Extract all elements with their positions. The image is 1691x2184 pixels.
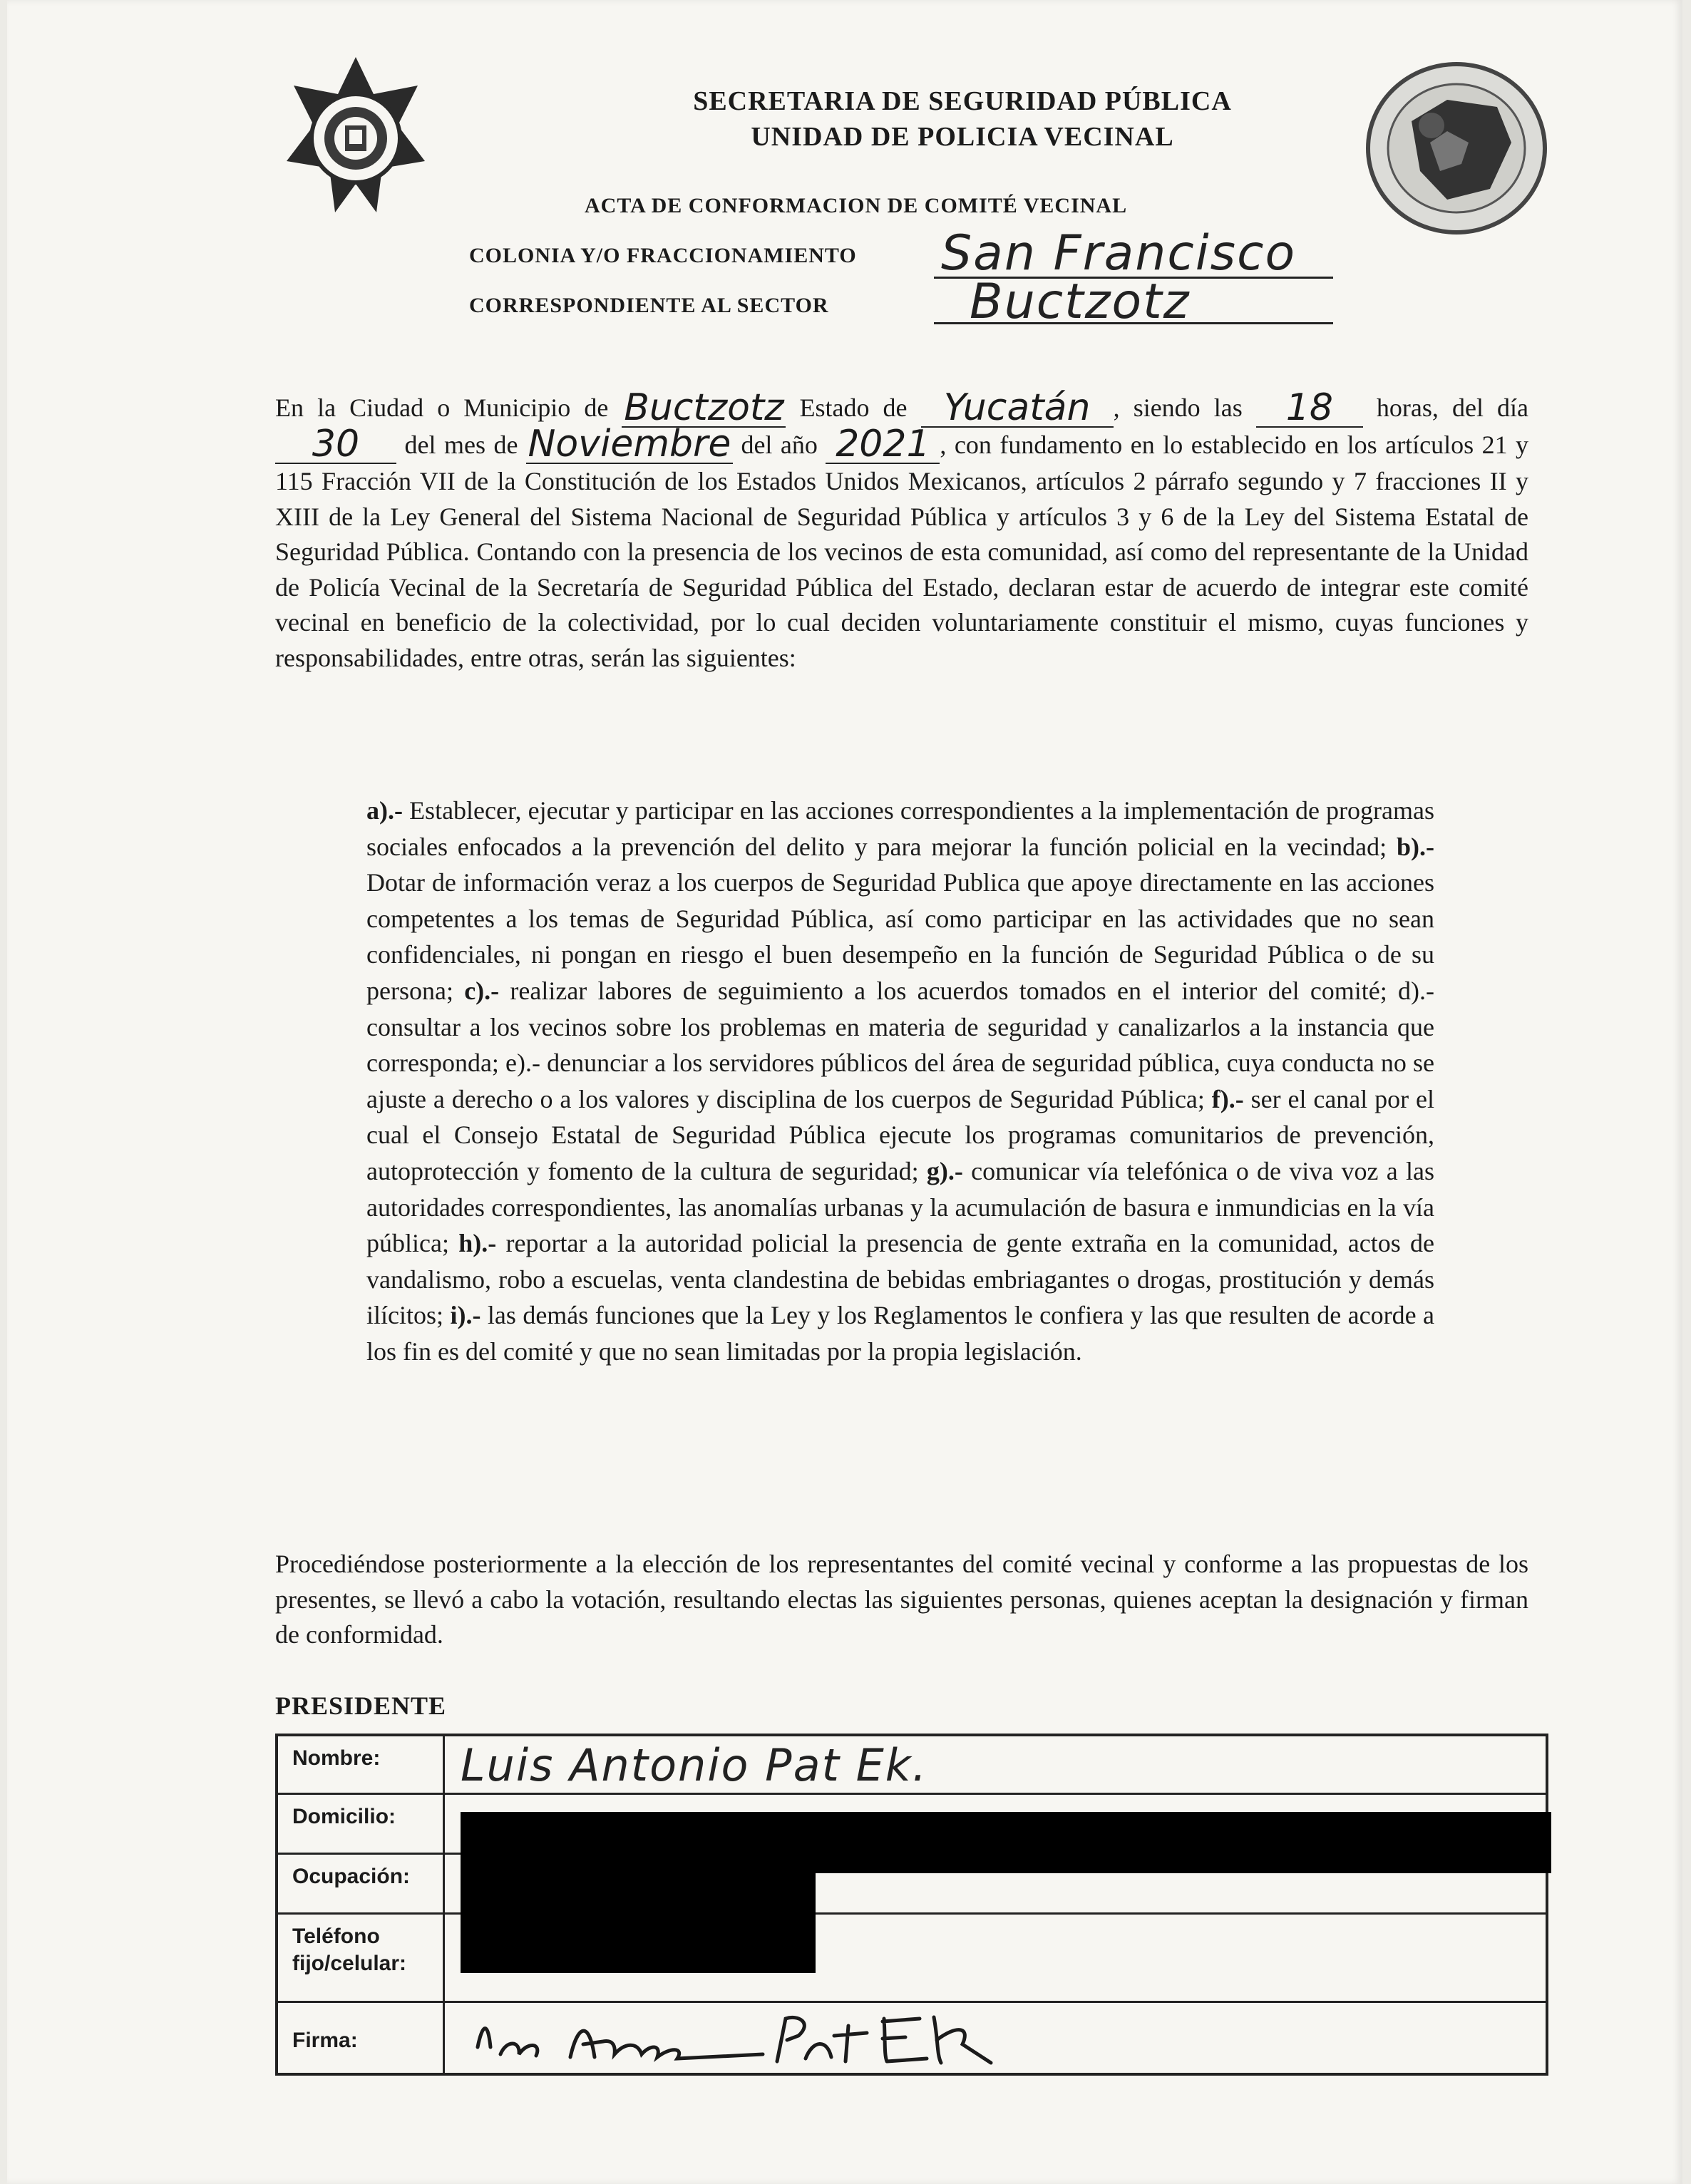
closing-paragraph: Procediéndose posteriormente a la elección de los representantes del comité vecinal y conforme a las propuestas de los presentes, se llevó a cabo la votación, resultando electas las siguientes personas, quienes aceptan la designación y firman de conformidad.	[275, 1550, 1528, 1649]
opening-text-1: En la Ciudad o Municipio de	[275, 393, 609, 422]
function-text: denunciar a los servidores públicos del área de seguridad pública, cuya conducta no se ajuste a derecho o a los valores y disciplina de los cuerpos de Seguridad Pública;	[366, 1049, 1434, 1113]
anio-blank	[826, 423, 940, 465]
ocupacion-label	[278, 1855, 445, 1912]
function-letter: c).-	[464, 976, 500, 1005]
hora-blank	[1256, 386, 1363, 429]
opening-text-3: , siendo las	[1113, 393, 1243, 422]
dia-blank	[275, 423, 396, 465]
redaction-block-domicilio	[461, 1812, 1551, 1873]
ocupacion-label-text: Ocupación:	[292, 1865, 411, 1888]
police-star-seal	[282, 54, 429, 225]
function-text: Dotar de información veraz a los cuerpos de Seguridad Publica que apoye directamente en las acciones competentes a los temas de Seguridad Pública, así como participar en las actividades que no sean confidenciales, ni pongan en riesgo el buen desempeño en la función de Seguridad Pública o de su persona;	[366, 868, 1434, 1005]
estado-value: Yucatán	[943, 386, 1091, 429]
function-letter: f).-	[1211, 1084, 1244, 1113]
function-text: comunicar vía telefónica o de viva voz a las autoridades correspondientes, las anomalías urbanas y la acumulación de basura e inmundicias en la vía pública;	[366, 1156, 1434, 1258]
function-text: las demás funciones que la Ley y los Reglamentos le confiera y las que resulten de acorde a los fin es del comité y que no sean limitadas por la propia legislación.	[366, 1301, 1434, 1366]
mes-blank	[526, 423, 733, 465]
president-heading: PRESIDENTE	[275, 1691, 447, 1720]
anio-value: 2021	[836, 423, 930, 465]
document-page	[7, 0, 1682, 2184]
firma-label: Firma:	[278, 2003, 445, 2073]
opening-text-4: horas, del día	[1376, 393, 1528, 422]
redaction-block-ocupacion-telefono	[461, 1866, 816, 1973]
header-line-1: SECRETARIA DE SEGURIDAD PÚBLICA	[693, 86, 1232, 116]
function-text: Establecer, ejecutar y participar en las acciones correspondientes a la implementación de programas sociales enfocados a la prevención del delito y para mejorar la función policial en la vecindad;	[366, 796, 1434, 861]
function-text: ser el canal por el cual el Consejo Estatal de Seguridad Pública ejecute los programas comunitarios de prevención, autoprotección y fomento de la cultura de seguridad;	[366, 1084, 1435, 1185]
header-line-2: UNIDAD DE POLICIA VECINAL	[751, 122, 1174, 152]
municipio-value: Buctzotz	[624, 386, 784, 429]
opening-paragraph	[275, 386, 1529, 676]
function-letter: h).-	[458, 1229, 497, 1258]
colonia-value: San Francisco	[941, 225, 1297, 282]
sector-value: Buctzotz	[970, 274, 1191, 330]
nombre-label: Nombre:	[278, 1736, 445, 1793]
sector-label: CORRESPONDIENTE AL SECTOR	[469, 294, 829, 317]
nombre-value: Luis Antonio Pat Ek.	[461, 1739, 928, 1791]
opening-text-5: del mes de	[404, 430, 518, 459]
signature-scribble	[463, 1997, 1034, 2076]
function-text: reportar a la autoridad policial la presencia de gente extraña en la comunidad, actos de vandalismo, robo a escuelas, venta clandestina de bebidas embriagantes o drogas, prostitución y demás ilícitos;	[366, 1229, 1435, 1330]
document-title: ACTA DE CONFORMACION DE COMITÉ VECINAL	[585, 194, 1128, 217]
opening-text-2: Estado de	[799, 393, 908, 422]
function-letter: b).-	[1397, 832, 1434, 861]
estado-blank	[921, 386, 1114, 429]
opening-text-7: , con fundamento en lo establecido en los artículos 21 y 115 Fracción VII de la Constitución de los Estados Unidos Mexicanos, artículos 2 párrafo segundo y 7 fracciones II y XIII de la Ley General del Sistema Nacional de Seguridad Pública y artículos 3 y 6 de la Ley del Sistema Estatal de Seguridad Pública. Contando con la presencia de los vecinos de esta comunidad, así como del representante de la Unidad de Policía Vecinal de la Secretaría de Seguridad Pública del Estado, declaran estar de acuerdo de integrar este comité vecinal en beneficio de la colectividad, por lo cual deciden voluntariamente constituir el mismo, cuyas funciones y responsabilidades, entre otras, serán las siguientes:	[275, 430, 1529, 672]
municipio-blank	[622, 386, 786, 429]
telefono-label	[278, 1915, 445, 2001]
opening-text-6: del año	[741, 430, 818, 459]
function-letter: d).-	[1398, 976, 1434, 1005]
mes-value: Noviembre	[528, 423, 731, 465]
colonia-label: COLONIA Y/O FRACCIONAMIENTO	[469, 244, 857, 267]
functions-list	[366, 793, 1434, 1370]
domicilio-label: Domicilio:	[278, 1795, 445, 1853]
row-firma	[278, 2003, 1546, 2073]
telefono-label-line-2: fijo/celular:	[292, 1952, 407, 1975]
function-text: realizar labores de seguimiento a los acuerdos tomados en el interior del comité;	[499, 976, 1399, 1005]
function-letter: g).-	[926, 1156, 963, 1185]
function-letter: a).-	[366, 796, 403, 825]
hora-value: 18	[1285, 386, 1333, 429]
function-text: consultar a los vecinos sobre los problemas en materia de seguridad y canalizarlos a la instancia que corresponda;	[366, 1012, 1434, 1078]
function-letter: i).-	[450, 1301, 481, 1330]
dia-value: 30	[312, 423, 360, 465]
function-letter: e).-	[505, 1049, 540, 1078]
row-nombre	[278, 1736, 1546, 1795]
telefono-label-line-1: Teléfono	[292, 1925, 380, 1948]
